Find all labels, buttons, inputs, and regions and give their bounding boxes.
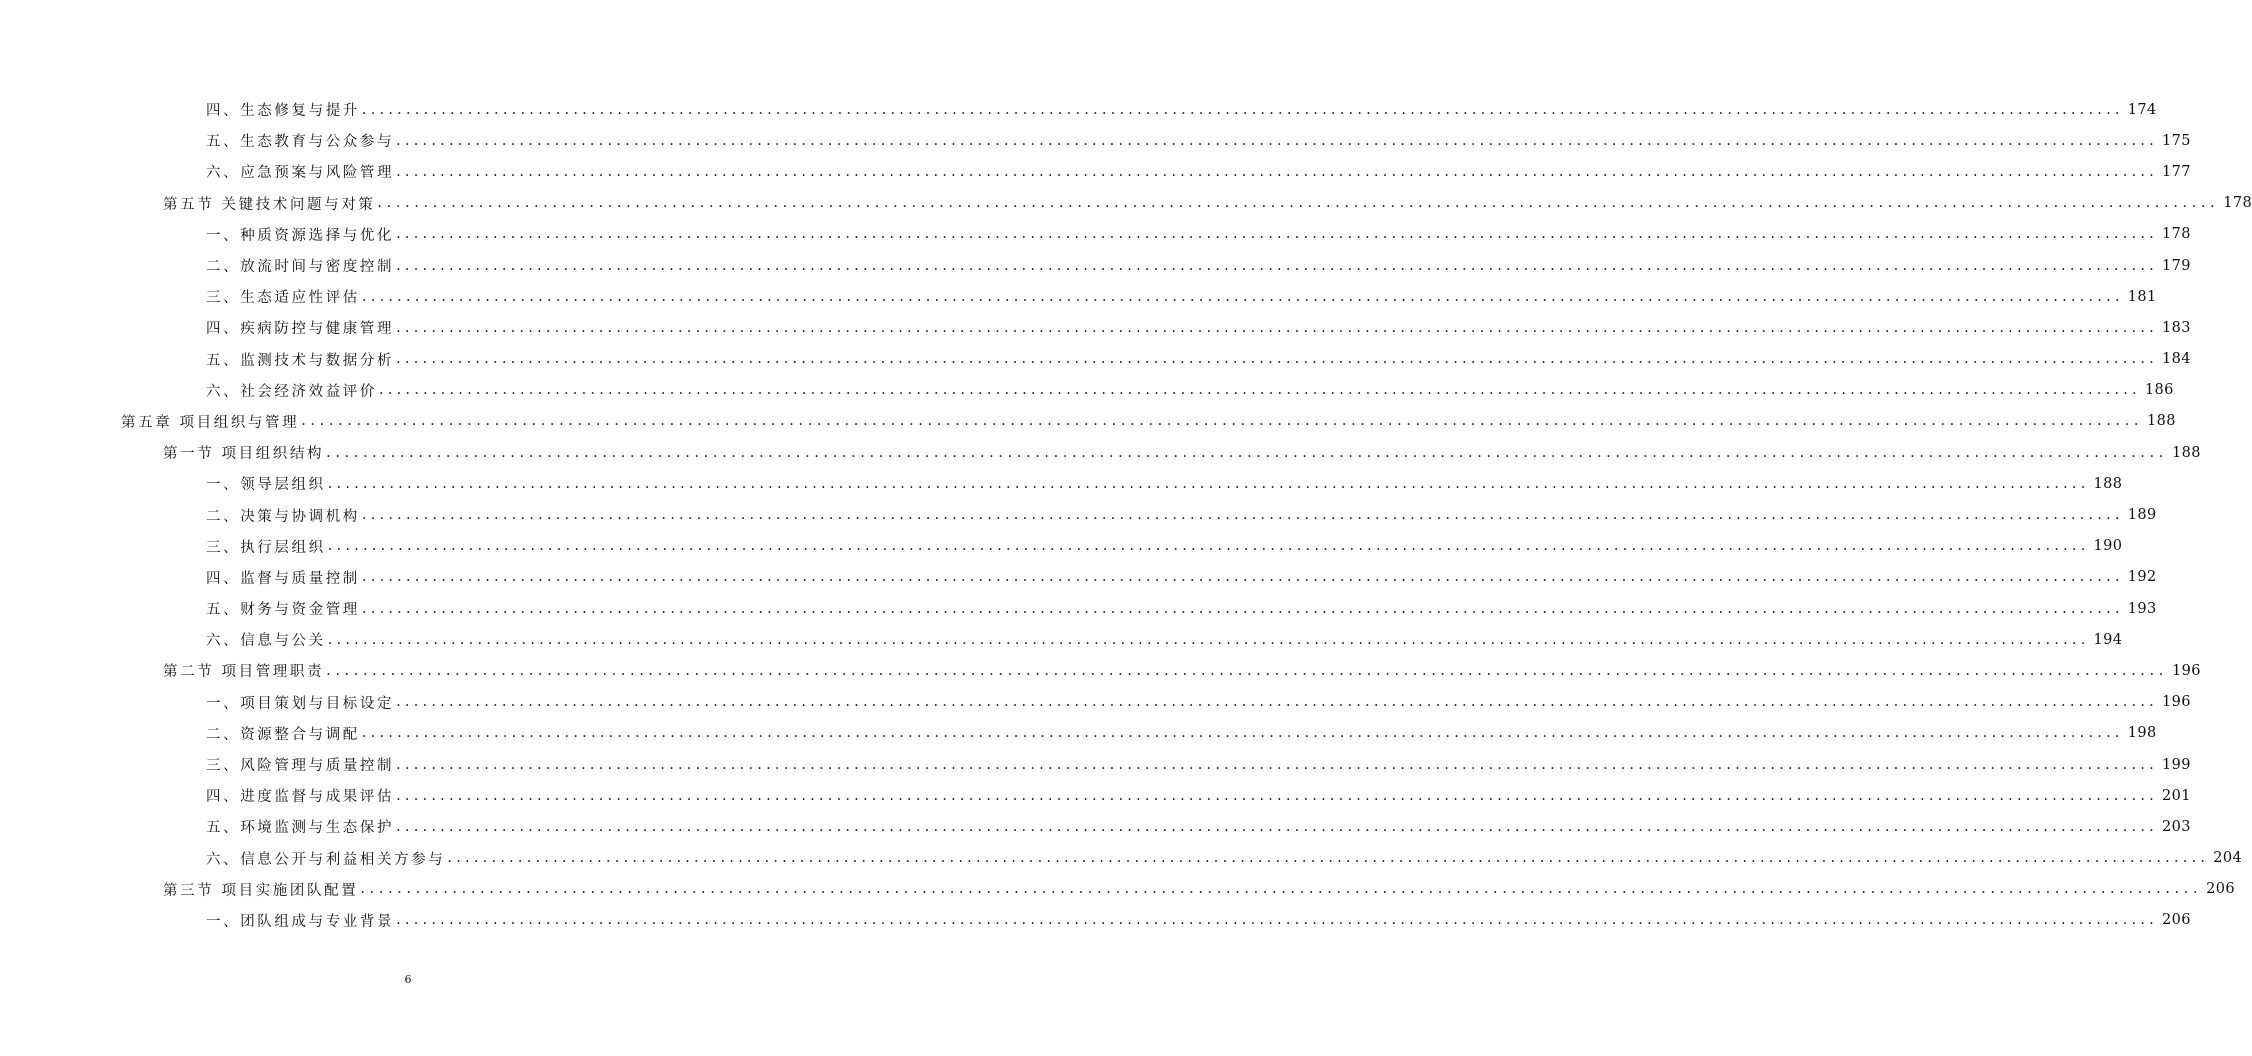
toc-entry-page: 188 (2171, 444, 2201, 461)
toc-dot-leader: ........................................................................................................................................................................................................ (379, 382, 2141, 399)
toc-entry[interactable] (0, 188, 2252, 219)
toc-dot-leader: ........................................................................................................................................................................................................ (326, 444, 2168, 461)
toc-entry[interactable] (0, 406, 2176, 437)
toc-entry-title: 二、决策与协调机构 (206, 508, 360, 525)
toc-entry-page: 204 (2213, 850, 2243, 867)
toc-entry-title: 四、进度监督与成果评估 (206, 789, 395, 806)
toc-entry-page: 181 (2127, 288, 2157, 305)
toc-entry[interactable] (0, 905, 2191, 936)
toc-entry-title: 三、风险管理与质量控制 (206, 758, 395, 775)
toc-entry[interactable] (0, 94, 2157, 125)
toc-entry-page: 188 (2147, 413, 2176, 430)
toc-entry-title: 二、资源整合与调配 (206, 726, 360, 743)
toc-entry-page: 174 (2127, 101, 2157, 118)
toc-entry-title: 第五章 项目组织与管理 (121, 414, 300, 431)
toc-dot-leader: ........................................................................................................................................................................................................ (396, 257, 2158, 274)
toc-entry[interactable] (0, 312, 2191, 343)
toc-entry-title: 四、生态修复与提升 (206, 103, 360, 120)
table-of-contents (0, 94, 2252, 936)
toc-entry-page: 190 (2093, 538, 2123, 555)
toc-dot-leader: ........................................................................................................................................................................................................ (361, 569, 2124, 586)
toc-entry[interactable] (0, 780, 2191, 811)
toc-dot-leader: ........................................................................................................................................................................................................ (396, 756, 2158, 773)
toc-dot-leader: ........................................................................................................................................................................................................ (396, 787, 2158, 804)
toc-entry-page: 184 (2161, 351, 2191, 368)
toc-entry-page: 193 (2127, 600, 2157, 617)
toc-dot-leader: ........................................................................................................................................................................................................ (447, 850, 2210, 867)
toc-entry-page: 178 (2161, 226, 2191, 243)
toc-entry-page: 206 (2161, 912, 2191, 929)
toc-dot-leader: ........................................................................................................................................................................................................ (377, 195, 2220, 212)
toc-entry[interactable] (0, 811, 2191, 842)
toc-entry-page: 189 (2127, 507, 2157, 524)
toc-entry-page: 188 (2093, 475, 2123, 492)
toc-entry-title: 三、执行层组织 (206, 539, 326, 556)
toc-entry-title: 第三节 项目实施团队配置 (163, 882, 359, 899)
toc-entry-page: 175 (2161, 132, 2191, 149)
toc-entry-title: 五、环境监测与生态保护 (206, 820, 395, 837)
toc-entry-title: 一、种质资源选择与优化 (206, 227, 395, 244)
toc-entry-title: 一、团队组成与专业背景 (206, 913, 395, 930)
toc-entry-title: 第一节 项目组织结构 (163, 446, 325, 463)
toc-entry[interactable] (0, 344, 2191, 375)
toc-entry[interactable] (0, 749, 2191, 780)
toc-entry[interactable] (0, 468, 2123, 499)
toc-dot-leader: ........................................................................................................................................................................................................ (327, 631, 2090, 648)
toc-entry-page: 183 (2161, 319, 2191, 336)
toc-entry-page: 196 (2171, 662, 2201, 679)
toc-dot-leader: ........................................................................................................................................................................................................ (301, 413, 2144, 430)
toc-dot-leader: ........................................................................................................................................................................................................ (396, 226, 2158, 243)
toc-dot-leader: ........................................................................................................................................................................................................ (327, 538, 2090, 555)
toc-entry[interactable] (0, 531, 2123, 562)
toc-dot-leader: ........................................................................................................................................................................................................ (396, 319, 2158, 336)
toc-dot-leader: ........................................................................................................................................................................................................ (361, 725, 2124, 742)
toc-dot-leader: ........................................................................................................................................................................................................ (361, 507, 2124, 524)
toc-entry[interactable] (0, 219, 2191, 250)
toc-entry[interactable] (0, 843, 2243, 874)
toc-entry-page: 198 (2127, 725, 2157, 742)
page-number: 6 (404, 973, 412, 986)
toc-entry-title: 六、信息与公关 (206, 633, 326, 650)
toc-entry[interactable] (0, 281, 2157, 312)
toc-entry-title: 第五节 关键技术问题与对策 (163, 196, 376, 213)
toc-dot-leader: ........................................................................................................................................................................................................ (396, 818, 2158, 835)
toc-dot-leader: ........................................................................................................................................................................................................ (360, 881, 2203, 898)
toc-entry[interactable] (0, 655, 2201, 686)
toc-entry[interactable] (0, 125, 2191, 156)
toc-entry[interactable] (0, 718, 2157, 749)
toc-entry[interactable] (0, 874, 2236, 905)
toc-entry-title: 一、领导层组织 (206, 477, 326, 494)
toc-entry[interactable] (0, 593, 2157, 624)
toc-dot-leader: ........................................................................................................................................................................................................ (396, 351, 2158, 368)
toc-dot-leader: ........................................................................................................................................................................................................ (396, 694, 2158, 711)
toc-dot-leader: ........................................................................................................................................................................................................ (361, 101, 2124, 118)
toc-entry-page: 192 (2127, 569, 2157, 586)
toc-entry-title: 五、监测技术与数据分析 (206, 352, 395, 369)
toc-entry-page: 199 (2161, 756, 2191, 773)
toc-entry-title: 五、财务与资金管理 (206, 602, 360, 619)
toc-entry-page: 206 (2206, 881, 2236, 898)
toc-entry-title: 六、信息公开与利益相关方参与 (206, 851, 446, 868)
toc-entry[interactable] (0, 562, 2157, 593)
toc-entry[interactable] (0, 499, 2157, 530)
toc-entry[interactable] (0, 156, 2191, 187)
toc-entry-title: 三、生态适应性评估 (206, 290, 360, 307)
toc-entry-title: 第二节 项目管理职责 (163, 664, 325, 681)
toc-entry-page: 196 (2161, 694, 2191, 711)
toc-entry[interactable] (0, 624, 2123, 655)
toc-dot-leader: ........................................................................................................................................................................................................ (361, 288, 2124, 305)
toc-dot-leader: ........................................................................................................................................................................................................ (396, 163, 2158, 180)
toc-entry-page: 194 (2093, 631, 2123, 648)
toc-dot-leader: ........................................................................................................................................................................................................ (396, 132, 2158, 149)
toc-entry-title: 一、项目策划与目标设定 (206, 695, 395, 712)
toc-entry[interactable] (0, 375, 2174, 406)
toc-entry[interactable] (0, 437, 2201, 468)
toc-entry-page: 201 (2161, 787, 2191, 804)
toc-entry-title: 六、应急预案与风险管理 (206, 165, 395, 182)
toc-entry-title: 六、社会经济效益评价 (206, 383, 377, 400)
toc-entry-page: 177 (2161, 163, 2191, 180)
toc-entry-page: 179 (2161, 257, 2191, 274)
toc-entry-title: 四、监督与质量控制 (206, 570, 360, 587)
toc-entry-title: 二、放流时间与密度控制 (206, 259, 395, 276)
toc-entry-page: 178 (2223, 195, 2252, 212)
toc-dot-leader: ........................................................................................................................................................................................................ (326, 662, 2168, 679)
toc-entry-page: 203 (2161, 818, 2191, 835)
toc-dot-leader: ........................................................................................................................................................................................................ (396, 912, 2158, 929)
toc-entry-title: 五、生态教育与公众参与 (206, 134, 395, 151)
toc-entry[interactable] (0, 687, 2191, 718)
toc-dot-leader: ........................................................................................................................................................................................................ (361, 600, 2124, 617)
toc-dot-leader: ........................................................................................................................................................................................................ (327, 475, 2090, 492)
toc-entry-title: 四、疾病防控与健康管理 (206, 321, 395, 338)
toc-entry-page: 186 (2144, 382, 2174, 399)
toc-entry[interactable] (0, 250, 2191, 281)
